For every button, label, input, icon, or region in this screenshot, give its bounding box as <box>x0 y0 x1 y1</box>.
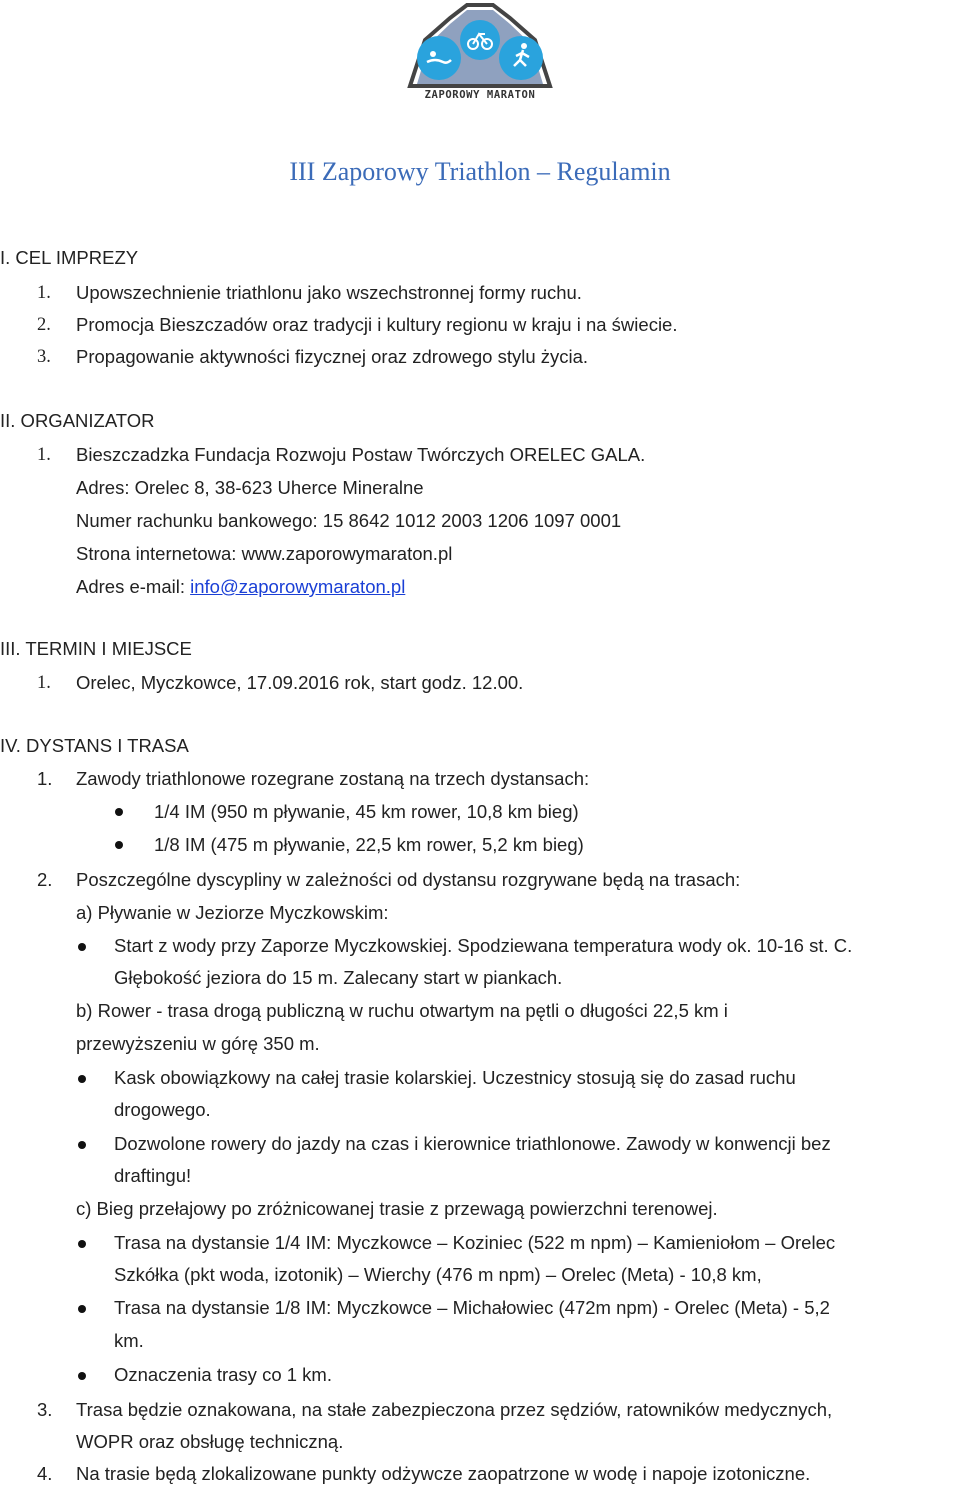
section-heading-organizator: II. ORGANIZATOR <box>0 410 155 431</box>
swim-bullet-cont: Głębokość jeziora do 15 m. Zalecany start w piankach. <box>114 967 563 988</box>
distance-item: 1/4 IM (950 m pływanie, 45 km rower, 10,8 km bieg) <box>154 801 579 822</box>
section-heading-dystans: IV. DYSTANS I TRASA <box>0 735 189 756</box>
bank-account: Numer rachunku bankowego: 15 8642 1012 2003 1206 1097 0001 <box>76 510 622 531</box>
section-heading-termin: III. TERMIN I MIEJSCE <box>0 638 192 659</box>
distances-intro: Zawody triathlonowe rozegrane zostaną na trzech dystansach: <box>76 768 590 789</box>
bike-bullet-cont: draftingu! <box>114 1165 192 1186</box>
email-link[interactable]: info@zaporowymaraton.pl <box>190 576 406 597</box>
bullet-icon <box>78 943 86 951</box>
bullet-icon <box>78 1075 86 1083</box>
run-bullet: Trasa na dystansie 1/8 IM: Myczkowce – Michałowiec (472m npm) - Orelec (Meta) - 5,2 <box>114 1297 830 1318</box>
route-marking-cont: WOPR oraz obsługę techniczną. <box>76 1431 344 1452</box>
list-number: 1. <box>37 673 51 693</box>
list-item: Promocja Bieszczadów oraz tradycji i kultury regionu w kraju i na świecie. <box>76 314 678 335</box>
run-bullet-cont: Szkółka (pkt woda, izotonik) – Wierchy (476 m npm) – Orelec (Meta) - 10,8 km, <box>114 1264 762 1285</box>
list-number: 4. <box>37 1463 53 1484</box>
logo <box>405 0 555 110</box>
organizer-address: Adres: Orelec 8, 38-623 Uherce Mineralne <box>76 477 424 498</box>
section-heading-cel: I. CEL IMPREZY <box>0 247 139 268</box>
bullet-icon <box>78 1305 86 1313</box>
distance-item: 1/8 IM (475 m pływanie, 22,5 km rower, 5,2 km bieg) <box>154 834 584 855</box>
swim-heading: a) Pływanie w Jeziorze Myczkowskim: <box>76 902 389 923</box>
list-item: Upowszechnienie triathlonu jako wszechstronnej formy ruchu. <box>76 282 582 303</box>
run-heading: c) Bieg przełajowy po zróżnicowanej trasie z przewagą powierzchni terenowej. <box>76 1198 718 1219</box>
page-title: III Zaporowy Triathlon – Regulamin <box>289 157 671 186</box>
route-marking: Trasa będzie oznakowana, na stałe zabezpieczona przez sędziów, ratowników medycznych, <box>76 1399 833 1420</box>
bullet-icon <box>78 1372 86 1380</box>
run-bullet-cont: km. <box>114 1330 144 1351</box>
bullet-icon <box>78 1141 86 1149</box>
website: Strona internetowa: www.zaporowymaraton.pl <box>76 543 453 564</box>
bike-bullet: Kask obowiązkowy na całej trasie kolarskiej. Uczestnicy stosują się do zasad ruchu <box>114 1067 796 1088</box>
run-bullet: Oznaczenia trasy co 1 km. <box>114 1364 332 1385</box>
list-number: 1. <box>37 445 51 465</box>
run-bullet: Trasa na dystansie 1/4 IM: Myczkowce – Koziniec (522 m npm) – Kamieniołom – Orelec <box>114 1232 836 1253</box>
bike-bullet: Dozwolone rowery do jazdy na czas i kierownice triathlonowe. Zawody w konwencji bez <box>114 1133 831 1154</box>
list-number: 3. <box>37 1399 53 1420</box>
email-label: Adres e-mail: <box>76 576 191 597</box>
event-date-place: Orelec, Myczkowce, 17.09.2016 rok, start godz. 12.00. <box>76 672 524 693</box>
bike-bullet-cont: drogowego. <box>114 1099 211 1120</box>
logo-text: ZAPOROWY MARATON <box>424 89 536 101</box>
refreshment-points: Na trasie będą zlokalizowane punkty odżywcze zaopatrzone w wodę i napoje izotoniczne. <box>76 1463 811 1484</box>
bullet-icon <box>78 1240 86 1248</box>
list-number: 1. <box>37 283 51 303</box>
bike-heading-cont: przewyższeniu w górę 350 m. <box>76 1033 320 1054</box>
bullet-icon <box>115 841 123 849</box>
list-number: 2. <box>37 315 51 335</box>
disciplines-intro: Poszczególne dyscypliny w zależności od dystansu rozgrywane będą na trasach: <box>76 869 741 890</box>
logo-mountains-icon <box>405 0 555 90</box>
bullet-icon <box>115 808 123 816</box>
bike-heading: b) Rower - trasa drogą publiczną w ruchu otwartym na pętli o długości 22,5 km i <box>76 1000 728 1021</box>
swim-bullet: Start z wody przy Zaporze Myczkowskiej. Spodziewana temperatura wody ok. 10-16 st. C. <box>114 935 853 956</box>
list-number: 3. <box>37 347 51 367</box>
list-number: 2. <box>37 869 53 890</box>
email-line <box>76 576 405 598</box>
list-item: Propagowanie aktywności fizycznej oraz zdrowego stylu życia. <box>76 346 589 367</box>
organizer-name: Bieszczadzka Fundacja Rozwoju Postaw Twórczych ORELEC GALA. <box>76 444 646 465</box>
list-number: 1. <box>37 768 53 789</box>
